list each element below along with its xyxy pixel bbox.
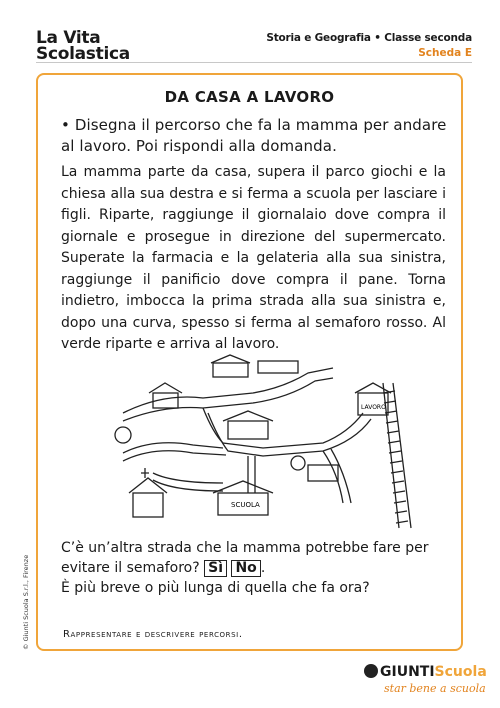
footer-note: Rappresentare e descrivere percorsi.: [63, 629, 243, 640]
map-label-school: SCUOLA: [231, 501, 260, 509]
town-map-illustration: [93, 353, 413, 533]
copyright-text: © Giunti Scuola S.r.l., Firenze: [22, 554, 30, 650]
brand-tagline: star bene a scuola: [384, 682, 486, 695]
question-block: [61, 538, 441, 598]
instruction-text: • Disegna il percorso che fa la mamma per andare al lavoro. Poi rispondi alla domanda.: [61, 116, 447, 155]
answer-yes-box[interactable]: Sì: [204, 560, 227, 577]
subject-label: Storia e Geografia • Classe seconda: [266, 32, 472, 44]
story-paragraph: La mamma parte da casa, supera il parco giochi e la chiesa alla sua destra e si ferma a scuola per lasciare i figli. Riparte, raggiunge il giornalaio dove compra il giornale e prosegue in direzione del supermercato. Superate la farmacia e la gelateria alla sua sinistra, raggiunge il panificio dove compra il pane. Torna indietro, imbocca la prima strada alla sua sinistra e, dopo una curva, spesso si ferma al semaforo rosso. Al verde riparte e arriva al lavoro.: [61, 164, 446, 352]
map-label-work: LAVORO: [361, 404, 386, 411]
header-divider: [36, 62, 472, 63]
question2-text: È più breve o più lunga di quella che fa ora?: [61, 580, 370, 596]
sheet-label: Scheda E: [418, 47, 472, 59]
brand-name1: GIUNTI: [380, 664, 435, 680]
magazine-logo: [36, 30, 130, 62]
giunti-circle-icon: [364, 664, 378, 678]
answer-no-box[interactable]: No: [231, 560, 260, 577]
header-info: [266, 32, 472, 59]
logo-line1: La Vita: [36, 28, 101, 48]
brand-name2: Scuola: [434, 664, 487, 680]
question1-text: C’è un’altra strada che la mamma potrebbe fare per evitare il semaforo?: [61, 540, 429, 576]
publisher-logo: [364, 664, 487, 680]
logo-line2: Scolastica: [36, 44, 130, 64]
worksheet-frame: [36, 73, 463, 651]
worksheet-title: DA CASA A LAVORO: [164, 88, 335, 106]
question1-end: .: [260, 560, 266, 576]
